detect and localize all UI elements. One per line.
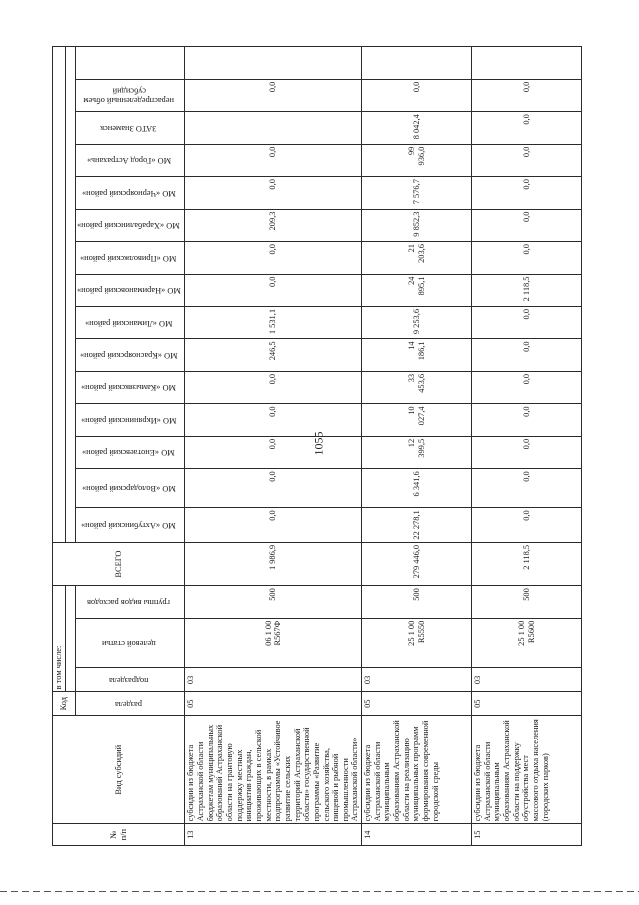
subsidy-table: [52, 46, 582, 846]
page-number: 1055: [311, 431, 326, 456]
row-value: 21 203,6: [362, 242, 472, 274]
header-mo-ikryaninsky: МО «Икрянинский район»: [75, 404, 185, 436]
row-unallocated: 0,0: [362, 79, 472, 111]
row-value: 0,0: [185, 508, 362, 543]
row-value: 0,0: [472, 112, 582, 144]
header-mo-akhtubinsky: МО «Ахтубинский район»: [75, 508, 185, 543]
row-value: 209,3: [185, 209, 362, 241]
row-value: 2 118,5: [472, 274, 582, 306]
header-section: раздела: [75, 692, 185, 716]
header-target: целевой статьи: [75, 618, 185, 668]
row-target: 06 1 00 R567Ф: [185, 618, 362, 668]
row-value: 0,0: [185, 177, 362, 209]
row-group: 500: [185, 586, 362, 619]
header-num: № п/п: [53, 824, 185, 846]
row-value: 0,0: [472, 242, 582, 274]
header-mo-krasnoyarsky: МО «Красноярский район»: [75, 339, 185, 371]
header-mo-group: [53, 47, 66, 543]
row-target: 25 1 00 R5600: [472, 618, 582, 668]
row-section: 05: [472, 692, 582, 716]
header-code-spacer: [65, 586, 75, 692]
row-value: 14 186,1: [362, 339, 472, 371]
header-mo-enotaevsky: МО «Енотаевский район»: [75, 436, 185, 468]
table-row: [185, 47, 362, 846]
row-value: 7 576,7: [362, 177, 472, 209]
subsidy-table-rotated: [52, 46, 550, 846]
row-subsection: 03: [472, 668, 582, 692]
row-value: 0,0: [472, 508, 582, 543]
row-num: 13: [185, 824, 362, 846]
table-row: [472, 47, 582, 846]
row-total: 279 446,0: [362, 542, 472, 585]
row-value: 0,0: [472, 436, 582, 468]
header-blank: [75, 47, 185, 80]
row-value: 0,0: [185, 242, 362, 274]
row-value: 0,0: [472, 306, 582, 338]
row-subsidy-name: субсидии из бюджета Астраханской области муниципальным образованиям Астраханской области на реализацию муниципальных программ формирования современной городской среды: [362, 716, 472, 824]
row-value: 9 852,3: [362, 209, 472, 241]
header-code: Код: [53, 692, 76, 716]
header-unallocated: нераспределенный объем субсидий: [75, 79, 185, 111]
row-value: 0,0: [185, 436, 362, 468]
row-value: [185, 112, 362, 144]
row-value: 0,0: [472, 469, 582, 508]
row-value: 0,0: [472, 209, 582, 241]
row-group: 500: [362, 586, 472, 619]
header-in-that: в том числе:: [53, 586, 66, 692]
table-row: [362, 47, 472, 846]
header-mo-kamyzyaksky: МО «Камызякский район»: [75, 371, 185, 403]
header-group: группы видов расходов: [75, 586, 185, 619]
header-mo-narimanovsky: МО «Наримановский район»: [75, 274, 185, 306]
row-group: 500: [472, 586, 582, 619]
row-value: 0,0: [185, 404, 362, 436]
row-value: 1 531,1: [185, 306, 362, 338]
header-name: Вид субсидий: [53, 716, 185, 824]
header-mo-kharabalinsky: МО «Харабалинский район»: [75, 209, 185, 241]
row-total: 2 118,5: [472, 542, 582, 585]
row-unallocated: 0,0: [472, 79, 582, 111]
row-value: 246,5: [185, 339, 362, 371]
header-mo-spacer: [65, 47, 75, 543]
header-row-1: [53, 47, 66, 846]
header-subsection: подраздела: [75, 668, 185, 692]
scan-edge-line: [0, 891, 639, 892]
row-subsection: 03: [185, 668, 362, 692]
header-mo-volodarsky: МО «Володарский район»: [75, 469, 185, 508]
row-num: 14: [362, 824, 472, 846]
header-mo-astrakhan: МО «Город Астрахань»: [75, 144, 185, 176]
row-value: 99 936,0: [362, 144, 472, 176]
header-mo-privolzhsky: МО «Приволжский район»: [75, 242, 185, 274]
row-subsidy-name: субсидии из бюджета Астраханской области бюджетам муниципальных образований Астраханской области на грантовую поддержку местных инициатив граждан, проживающих в сельской местности, в рамках подпрограммы «Устойчивое развитие сельских территорий Астраханской области» государственной программы «Развитие сельского хозяйства, пищевой и рыбной промышленности Астраханской области»: [185, 716, 362, 824]
row-value: 10 027,4: [362, 404, 472, 436]
row-total: 1 986,9: [185, 542, 362, 585]
row-value: 0,0: [185, 371, 362, 403]
row-section: 05: [185, 692, 362, 716]
row-value: 33 453,6: [362, 371, 472, 403]
row-target: 25 1 00 R5550: [362, 618, 472, 668]
row-value: 22 278,1: [362, 508, 472, 543]
row-blank: [185, 47, 362, 80]
row-subsection: 03: [362, 668, 472, 692]
row-value: 24 895,1: [362, 274, 472, 306]
row-value: 0,0: [472, 177, 582, 209]
row-value: 0,0: [472, 144, 582, 176]
row-value: 0,0: [185, 469, 362, 508]
row-unallocated: 0,0: [185, 79, 362, 111]
row-blank: [472, 47, 582, 80]
row-blank: [362, 47, 472, 80]
header-mo-limansky: МО «Лиманский район»: [75, 306, 185, 338]
row-section: 05: [362, 692, 472, 716]
header-mo-chernoyarsky: МО «Черноярский район»: [75, 177, 185, 209]
row-value: 8 042,4: [362, 112, 472, 144]
row-subsidy-name: субсидии из бюджета Астраханской области муниципальным образованиям Астраханской области на поддержку обустройства мест массового отдыха населения (городских парков): [472, 716, 582, 824]
row-value: 0,0: [185, 144, 362, 176]
row-value: 6 341,6: [362, 469, 472, 508]
row-num: 15: [472, 824, 582, 846]
row-value: 0,0: [472, 371, 582, 403]
header-total: ВСЕГО: [53, 542, 185, 585]
row-value: 9 253,6: [362, 306, 472, 338]
row-value: 0,0: [472, 339, 582, 371]
row-value: 0,0: [185, 274, 362, 306]
row-value: 0,0: [472, 404, 582, 436]
row-value: 12 399,5: [362, 436, 472, 468]
header-zato-znamensk: ЗАТО Знаменск: [75, 112, 185, 144]
